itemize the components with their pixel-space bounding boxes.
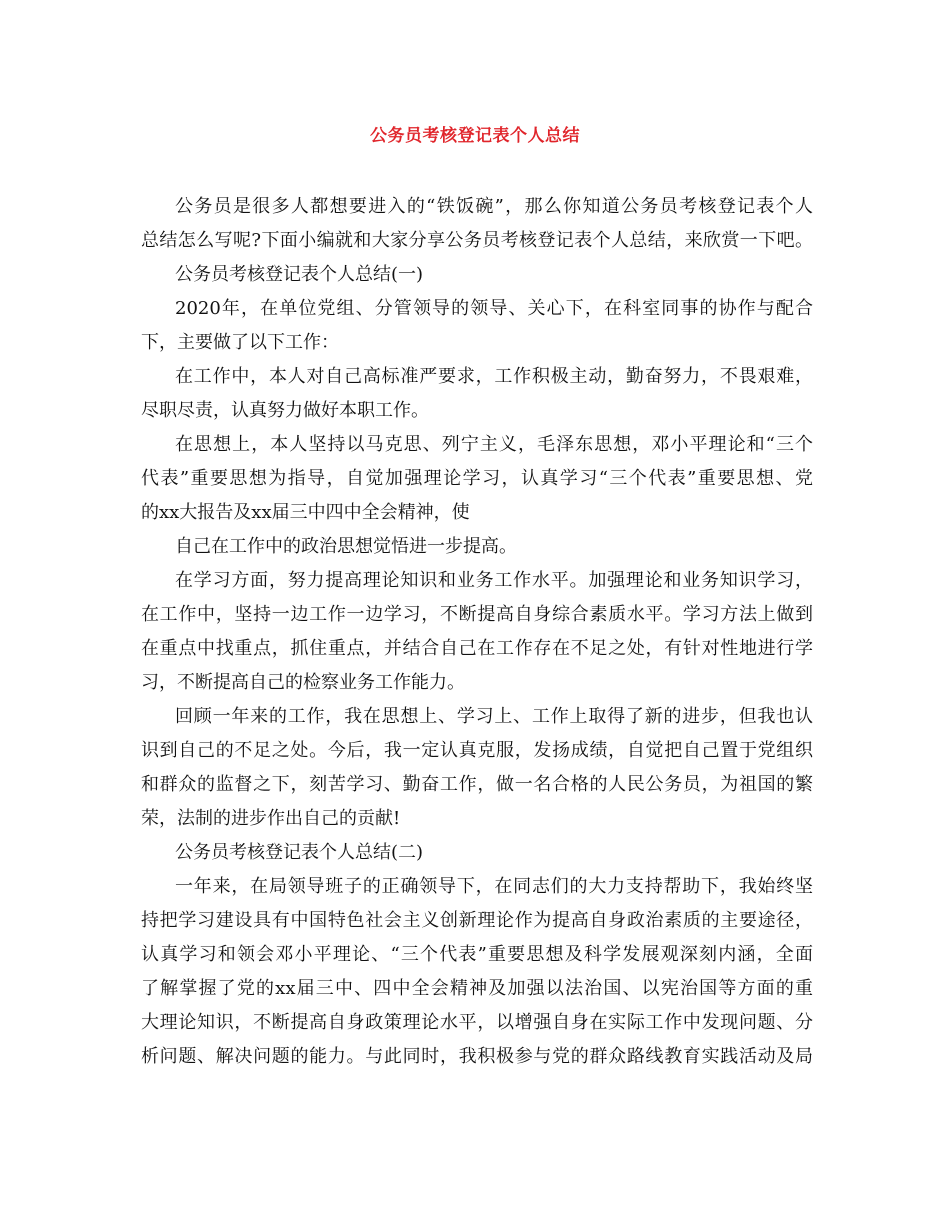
paragraph-line: 在工作中，本人对自己高标准严要求，工作积极主动，勤奋努力，不畏艰难， <box>175 366 813 387</box>
section-heading: 公务员考核登记表个人总结(二) <box>175 842 424 863</box>
document-title: 公务员考核登记表个人总结 <box>370 126 580 146</box>
paragraph-line: 持把学习建设具有中国特色社会主义创新理论作为提高自身政治素质的主要途径， <box>141 910 813 931</box>
paragraph-line: 在工作中，坚持一边工作一边学习，不断提高自身综合素质水平。学习方法上做到 <box>141 604 813 625</box>
paragraph-line: 代表”重要思想为指导，自觉加强理论学习，认真学习“三个代表”重要思想、党 <box>141 468 813 489</box>
paragraph-line: 公务员是很多人都想要进入的“铁饭碗”，那么你知道公务员考核登记表个人 <box>175 196 813 217</box>
paragraph-line: 回顾一年来的工作，我在思想上、学习上、工作上取得了新的进步，但我也认 <box>175 706 813 727</box>
paragraph-line: 识到自己的不足之处。今后，我一定认真克服，发扬成绩，自觉把自己置于党组织 <box>141 740 813 761</box>
paragraph-line: 下，主要做了以下工作： <box>141 332 339 353</box>
paragraph-line: 的xx大报告及xx届三中四中全会精神，使 <box>141 502 470 523</box>
paragraph-line: 在思想上，本人坚持以马克思、列宁主义，毛泽东思想，邓小平理论和“三个 <box>175 434 813 455</box>
paragraph-line: 在重点中找重点，抓住重点，并结合自己在工作存在不足之处，有针对性地进行学 <box>141 638 813 659</box>
paragraph-line: 了解掌握了党的xx届三中、四中全会精神及加强以法治国、以宪治国等方面的重 <box>141 978 813 999</box>
paragraph-line: 认真学习和领会邓小平理论、“三个代表”重要思想及科学发展观深刻内涵，全面 <box>141 944 813 965</box>
paragraph-line: 和群众的监督之下，刻苦学习、勤奋工作，做一名合格的人民公务员，为祖国的繁 <box>141 774 813 795</box>
paragraph-line: 在学习方面，努力提高理论知识和业务工作水平。加强理论和业务知识学习， <box>175 570 813 591</box>
paragraph-line: 荣，法制的进步作出自己的贡献! <box>141 808 401 829</box>
paragraph-line: 习，不断提高自己的检察业务工作能力。 <box>141 672 465 693</box>
paragraph-line: 一年来，在局领导班子的正确领导下，在同志们的大力支持帮助下，我始终坚 <box>175 876 813 897</box>
paragraph-line: 尽职尽责，认真努力做好本职工作。 <box>141 400 429 421</box>
paragraph-line: 大理论知识，不断提高自身政策理论水平，以增强自身在实际工作中发现问题、分 <box>141 1012 813 1033</box>
paragraph-line: 自己在工作中的政治思想觉悟进一步提高。 <box>175 536 517 557</box>
paragraph-line: 2020年，在单位党组、分管领导的领导、关心下，在科室同事的协作与配合 <box>175 298 813 319</box>
section-heading: 公务员考核登记表个人总结(一) <box>175 264 424 285</box>
paragraph-line: 析问题、解决问题的能力。与此同时，我积极参与党的群众路线教育实践活动及局 <box>141 1046 813 1067</box>
paragraph-line: 总结怎么写呢?下面小编就和大家分享公务员考核登记表个人总结，来欣赏一下吧。 <box>141 230 813 251</box>
